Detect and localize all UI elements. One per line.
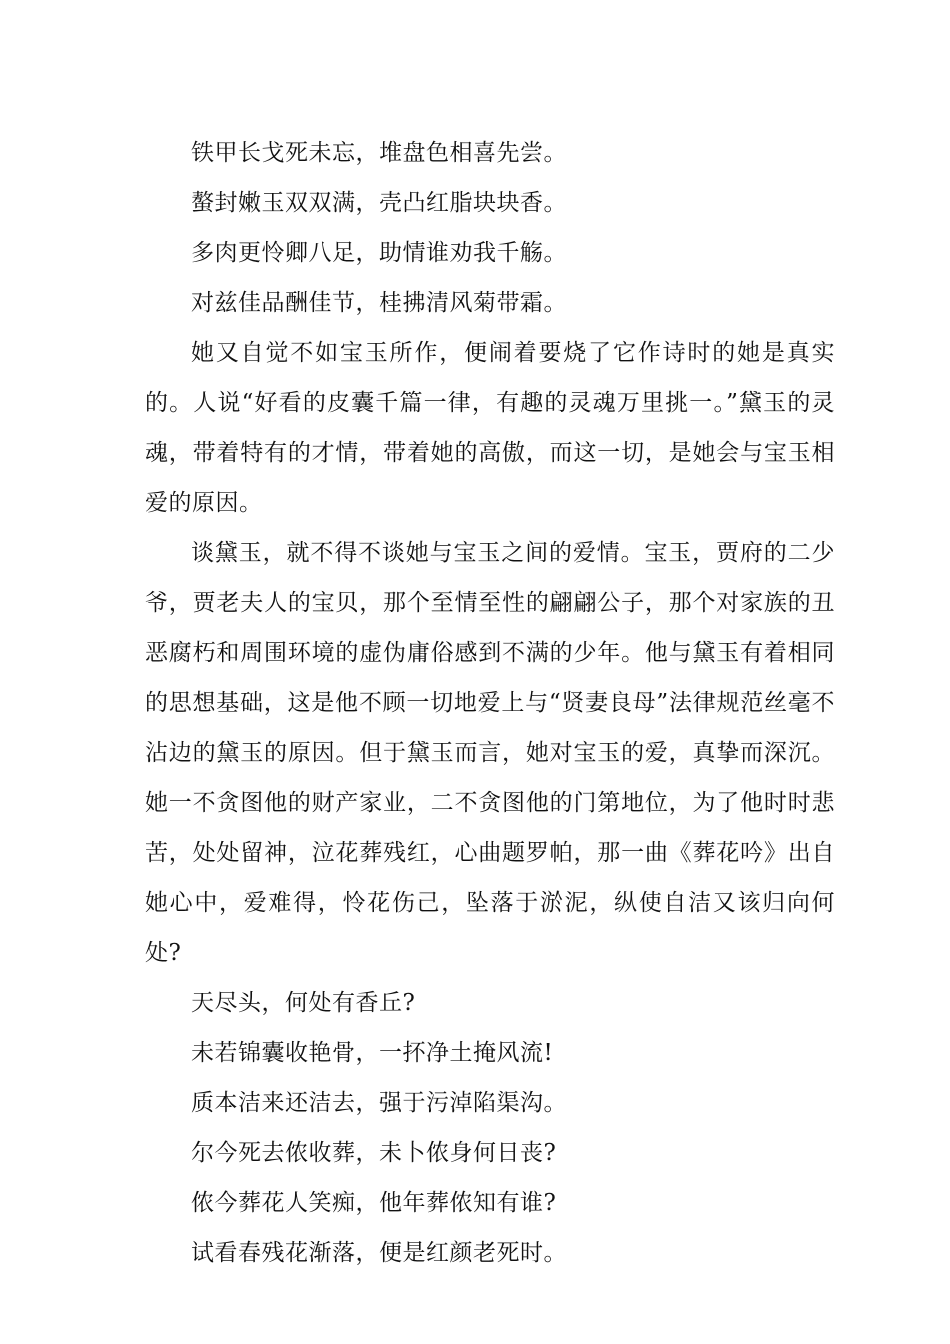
body-paragraph: 谈黛玉，就不得不谈她与宝玉之间的爱情。宝玉，贾府的二少爷，贾老夫人的宝贝，那个至情至性的翩翩公子，那个对家族的丑恶腐朽和周围环境的虚伪庸俗感到不满的少年。他与黛玉有着相同的思想基础，这是他不顾一切地爱上与“贤妻良母”法律规范丝毫不沾边的黛玉的原因。但于黛玉而言，她对宝玉的爱，真挚而深沉。她一不贪图他的财产家业，二不贪图他的门第地位，为了他时时悲苦，处处留神，泣花葬残红，心曲题罗帕，那一曲《葬花吟》出自她心中，爱难得，怜花伤己，坠落于淤泥，纵使自洁又该归向何处? [145,540,835,966]
poem-line: 螯封嫩玉双双满，壳凸红脂块块香。 [191,190,567,216]
crab-poem [145,128,835,328]
poem-line: 侬今葬花人笑痴，他年葬侬知有谁? [191,1190,557,1216]
poem-line: 多肉更怜卿八足，助情谁劝我千觞。 [191,240,567,266]
poem-line: 铁甲长戈死未忘，堆盘色相喜先尝。 [191,140,567,166]
burial-poem [145,978,835,1278]
poem-line: 未若锦囊收艳骨，一抔净土掩风流! [191,1040,554,1066]
poem-line: 尔今死去侬收葬，未卜侬身何日丧? [191,1140,557,1166]
poem-line: 天尽头，何处有香丘? [191,990,416,1016]
poem-line: 试看春残花渐落，便是红颜老死时。 [191,1240,567,1266]
poem-line: 质本洁来还洁去，强于污淖陷渠沟。 [191,1090,567,1116]
document-page [145,128,835,1278]
poem-line: 对兹佳品酬佳节，桂拂清风菊带霜。 [191,290,567,316]
body-paragraph: 她又自觉不如宝玉所作，便闹着要烧了它作诗时的她是真实的。人说“好看的皮囊千篇一律，有趣的灵魂万里挑一。”黛玉的灵魂，带着特有的才情，带着她的高傲，而这一切，是她会与宝玉相爱的原因。 [145,340,835,516]
